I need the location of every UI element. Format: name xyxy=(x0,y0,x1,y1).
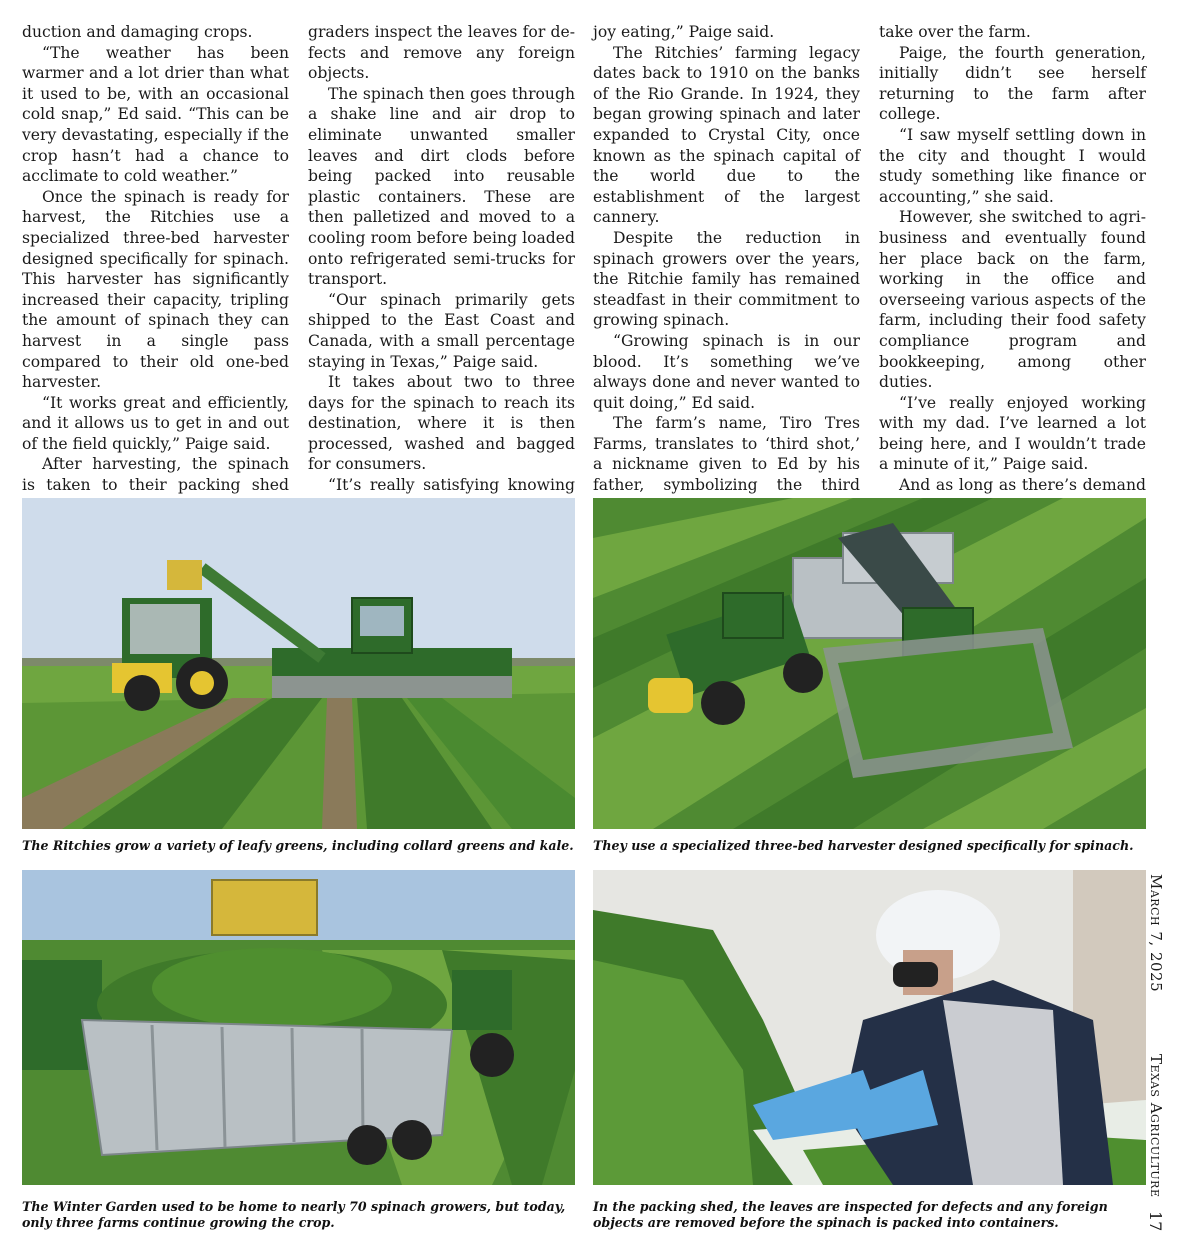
article-paragraph: Despite the reduction in spinach growers over the years, the Ritchie family has remained steadfast in their commitment to growing spinach. xyxy=(593,228,860,330)
article-paragraph: And as long as there’s demand xyxy=(899,476,1146,495)
page-number: 17 xyxy=(1146,1211,1165,1232)
photo-packing-shed-worker xyxy=(593,870,1146,1185)
folio-date: March 7, 2025 xyxy=(1147,874,1165,993)
article-paragraph: “The weather has been warmer and a lot drier than what it used to be, with an occasional cold snap,” Ed said. “This can be very devastating, especially if the crop hasn’t had a chance to acclimate to cold weather.” xyxy=(22,43,289,186)
article-paragraph: The farm’s name, Tiro Tres Farms, translates to ‘third shot,’ a nickname given to Ed by his father, symbolizing the third xyxy=(593,414,860,495)
article-column-1 xyxy=(22,22,289,537)
photo-tractor-and-harvester-field xyxy=(22,498,575,829)
article-column-4 xyxy=(879,22,1146,557)
photo-trailer-full-of-spinach xyxy=(22,870,575,1185)
article-paragraph: It takes about two to three days for the spinach to reach its destination, where it is then processed, washed and bagged for consumers. xyxy=(308,373,575,474)
article-paragraph: Paige, the fourth generation, initially didn’t see herself returning to the farm after college. xyxy=(879,43,1146,124)
article-paragraph: “It works great and efficiently, and it allows us to get in and out of the field quickly,” Paige said. xyxy=(22,393,289,453)
article-paragraph: graders inspect the leaves for defects and remove any foreign objects. xyxy=(308,23,575,83)
photo-aerial-three-bed-harvester xyxy=(593,498,1146,829)
photo-caption-2: They use a specialized three-bed harvester designed specifically for spinach. xyxy=(593,838,1134,853)
article-paragraph: The Ritchies’ farming legacy dates back to 1910 on the banks of the Rio Grande. In 1924, they began growing spinach and later expanded to Crystal City, once known as the spinach capital of the world due to the establishment of the largest cannery. xyxy=(593,43,860,227)
article-paragraph: take over the farm. xyxy=(879,23,1031,41)
article-paragraph: However, she switched to agribusiness and eventually found her place back on the farm, working in the office and overseeing various aspects of the farm, including their food safety compliance program and bookkeeping, among other duties. xyxy=(879,208,1146,392)
photo-caption-1: The Ritchies grow a variety of leafy greens, including collard greens and kale. xyxy=(22,838,574,853)
article-paragraph: “Our spinach primarily gets shipped to the East Coast and Canada, with a small percentage staying in Texas,” Paige said. xyxy=(308,290,575,371)
article-column-3 xyxy=(593,22,860,516)
folio-publication-title: Texas Agriculture xyxy=(1147,1054,1165,1198)
article-paragraph: “I saw myself settling down in the city and thought I would study something like finance or accounting,” she said. xyxy=(879,125,1146,206)
article-paragraph: “Growing spinach is in our blood. It’s something we’ve always done and never wanted to quit doing,” Ed said. xyxy=(593,331,860,412)
article-paragraph: The spinach then goes through a shake line and air drop to eliminate unwanted smaller leaves and dirt clods before being packed into reusable plastic containers. These are then palletized and moved to a cooling room before being loaded onto refrigerated semi-trucks for transport. xyxy=(308,84,575,289)
article-paragraph: duction and damaging crops. xyxy=(22,23,253,41)
photo-caption-3: The Winter Garden used to be home to nearly 70 spinach growers, but today, only three farms continue growing the crop. xyxy=(22,1199,566,1230)
photo-caption-4: In the packing shed, the leaves are inspected for defects and any foreign objects are removed before the spinach is packed into containers. xyxy=(593,1199,1108,1230)
article-column-2 xyxy=(308,22,575,557)
article-paragraph: “I’ve really enjoyed working with my dad. I’ve learned a lot being here, and I wouldn’t trade a minute of it,” Paige said. xyxy=(879,393,1146,474)
article-paragraph: After harvesting, the spinach is taken to their packing shed xyxy=(22,455,289,495)
article-paragraph: “It’s really satisfying knowing xyxy=(328,476,575,495)
article-paragraph: Once the spinach is ready for harvest, the Ritchies use a specialized three-bed harvester designed specifically for spinach. This harvester has significantly increased their capacity, tripling the amount of spinach they can harvest in a single pass compared to their old one-bed harvester. xyxy=(22,187,289,392)
article-paragraph: joy eating,” Paige said. xyxy=(593,23,775,41)
